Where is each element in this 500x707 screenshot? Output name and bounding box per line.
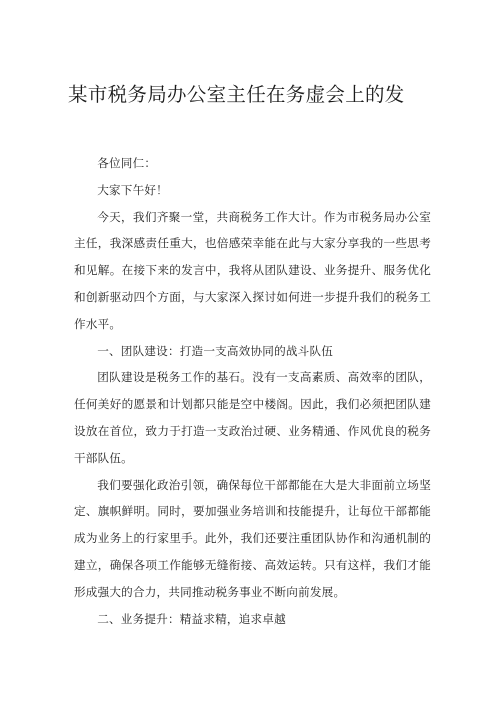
salutation-paragraph: 各位同仁： [97,156,157,170]
section-heading-team-building: 一、团队建设：打造一支高效协同的战斗队伍 [97,343,334,358]
team-measures-paragraph: 我们要强化政治引领，确保每位干部都能在大是大非面前立场坚定、旗帜鲜明。同时，要加强业务培训和技能提升，让每位干部都能成为业务上的行家里手。此外，我们还要注重团队协作和沟通机制的建立，确保各项工作能够无缝衔接、高效运转。只有这样，我们才能形成强大的合力，共同推动税务事业不断向前发展。 [74,477,431,599]
intro-paragraph: 今天，我们齐聚一堂，共商税务工作大计。作为市税务局办公室主任，我深感责任重大，也倍感荣幸能在此与大家分享我的一些思考和见解。在接下来的发言中，我将从团队建设、业务提升、服务优化和创新驱动四个方面，与大家深入探讨如何进一步提升我们的税务工作水平。 [74,209,431,331]
document-body [74,150,431,632]
document-title: 某市税务局办公室主任在务虚会上的发 [68,83,405,106]
team-building-paragraph: 团队建设是税务工作的基石。没有一支高素质、高效率的团队，任何美好的愿景和计划都只能是空中楼阁。因此，我们必须把团队建设放在首位，致力于打造一支政治过硬、业务精通、作风优良的税务干部队伍。 [74,370,431,465]
section-heading-business-improvement: 二、业务提升：精益求精，追求卓越 [97,611,286,626]
greeting-paragraph: 大家下午好！ [97,182,168,197]
